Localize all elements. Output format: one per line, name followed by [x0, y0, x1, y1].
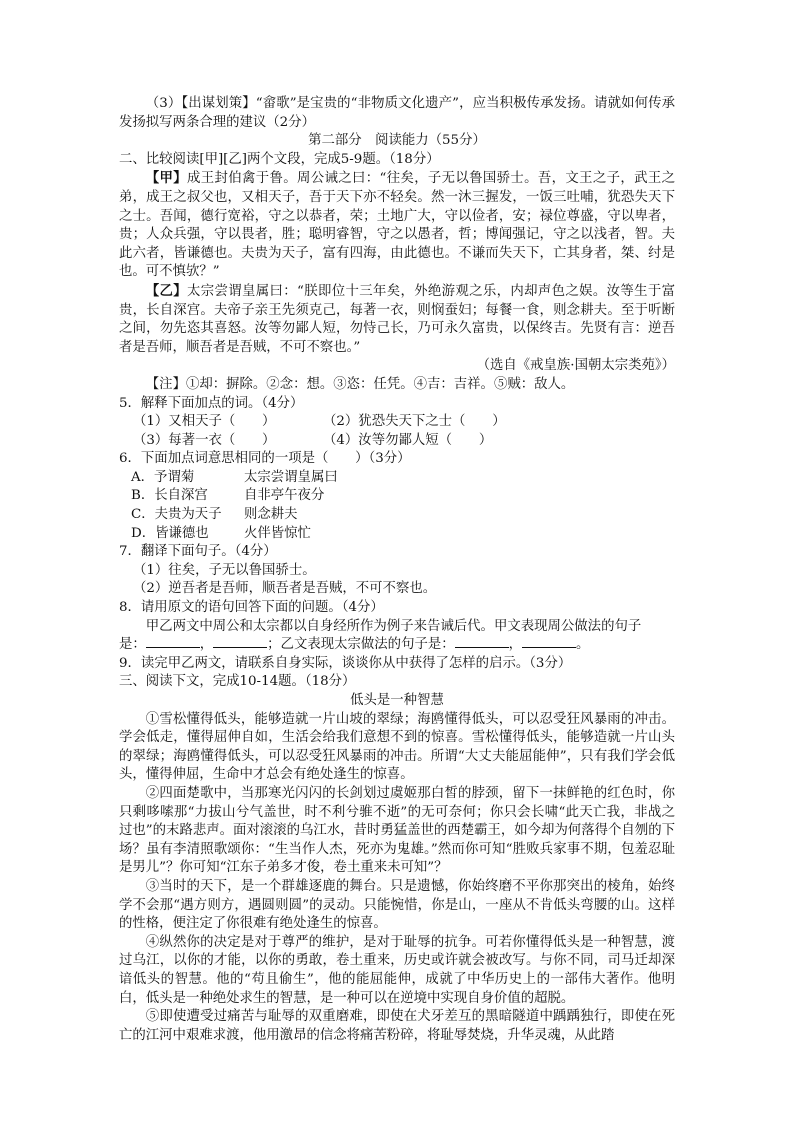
q8-text-c: ；乙文表现太宗做法的句子是：	[267, 637, 455, 653]
question-5-item: （1）又相天子（ ）	[133, 414, 276, 430]
page-content	[119, 95, 675, 1045]
q8-text-e: 。	[576, 637, 590, 653]
answer-blank[interactable]	[213, 647, 267, 648]
section-3-heading: 三、阅读下文，完成10-14题。（18分）	[119, 674, 356, 690]
option-left: B．长自深宫	[131, 488, 208, 504]
question-7-item: （1）往矣，子无以鲁国骄士。	[133, 562, 316, 578]
annotation-note	[119, 376, 675, 395]
q8-text-b: ，	[199, 637, 214, 653]
section-2-heading: 二、比较阅读[甲][乙]两个文段，完成5-9题。（18分）	[119, 151, 440, 167]
q8-text-a: 是：	[119, 637, 146, 653]
passage-jia	[119, 169, 675, 282]
essay-paragraph: ⑤即使遭受过痛苦与耻辱的双重磨难，即使在犬牙差互的黑暗隧道中踽踽独行，即使在死亡的江河中艰难求渡，他用激昂的信念将痛苦粉碎，将耻辱焚烧，升华灵魂，从此踏	[119, 1009, 675, 1043]
passage-jia-text: 成王封伯禽于鲁。周公诫之曰：“往矣，子无以鲁国骄士。吾，文王之子，武王之弟，成王之叔父也，又相天子，吾于天下亦不轻矣。然一沐三握发，一饭三吐哺，犹恐失天下之士。吾闻，德行宽裕，守之以恭者，荣；土地广大，守以俭者，安；禄位尊盛，守以卑者，贵；人众兵强，守以畏者，胜；聪明睿智，守之以愚者，哲；博闻强记，守之以浅者，智。夫此六者，皆谦德也。夫贵为天子，富有四海，由此德也。不谦而失天下，亡其身者，桀、纣是也。可不慎欤？”	[119, 171, 676, 280]
passage-yi	[119, 282, 675, 357]
question-5-item: （3）每著一衣（ ）	[133, 432, 276, 448]
note-label: 【注】	[145, 376, 186, 392]
question-6: 6．下面加点词意思相同的一项是（ ）（3分）	[119, 451, 411, 467]
option-right: 则念耕夫	[244, 507, 298, 523]
answer-blank[interactable]	[146, 647, 200, 648]
essay-paragraph: ④纵然你的决定是对于尊严的维护，是对于耻辱的抗争。可若你懂得低头是一种智慧，渡过乌江，以你的才能，以你的勇敢，卷土重来，历史或许就会被改写。与你不同，司马迁却深谙低头的智慧。他的“苟且偷生”，他的能屈能伸，成就了中华历史上的一部伟大著作。他明白，低头是一种绝处求生的智慧，是一种可以在逆境中实现自身价值的超脱。	[119, 934, 675, 1006]
passage-yi-label: 【乙】	[145, 282, 188, 299]
question-5-item: （2）犹恐失天下之士（ ）	[323, 414, 506, 430]
essay-title: 低头是一种智慧	[350, 693, 444, 708]
note-text: ①却：摒除。②念：想。③恣：任凭。④吉：吉祥。⑤贼：敌人。	[185, 376, 575, 392]
answer-blank[interactable]	[522, 647, 576, 648]
question-6-option-b	[119, 487, 675, 506]
q8-text-d: ，	[508, 637, 523, 653]
essay-paragraph: ③当时的天下，是一个群雄逐鹿的舞台。只是遗憾，你始终磨不平你那突出的棱角，始终学不会那“遇方则方，遇圆则圆”的灵动。只能惋惜，你是山，一座从不肯低头弯腰的山。这样的性格，便注定了你很难有绝处逢生的惊喜。	[119, 878, 675, 932]
question-6-option-d	[119, 525, 675, 544]
option-right: 太宗尝谓皇属曰	[244, 469, 338, 485]
essay-paragraph: ②四面楚歌中，当那寒光闪闪的长剑划过虞姬那白皙的脖颈，留下一抹鲜艳的红色时，你只剩哆嗦那“力拔山兮气盖世，时不利兮骓不逝”的无可奈何；你只会长啸“此天亡我，非战之过也”的末路悲声。面对滚滚的乌江水，昔时勇猛盖世的西楚霸王，如今却为何落得个自刎的下场？虽有李清照歌颂你：“生当作人杰，死亦为鬼雄。”然而你可知“胜败兵家事不期，包羞忍耻是男儿”？你可知“江东子弟多才俊，卷土重来未可知”？	[119, 785, 675, 876]
passage-yi-text: 太宗尝谓皇属曰：“朕即位十三年矣，外绝游观之乐，内却声色之娱。汝等生于富贵，长自深宫。夫帝子亲王先须克己，每著一衣，则悯蚕妇；每餐一食，则念耕夫。至于听断之间，勿先恣其喜怒。汝等勿鄙人短，勿恃己长，乃可永久富贵，以保终吉。先贤有言：逆吾者是吾师，顺吾者是吾贼，不可不察也。”	[119, 283, 676, 355]
passage-jia-label: 【甲】	[145, 170, 188, 187]
question-7-item: （2）逆吾者是吾师，顺吾者是吾贼，不可不察也。	[133, 581, 437, 597]
question-5: 5．解释下面加点的词。（4分）	[119, 395, 304, 411]
answer-blank[interactable]	[455, 647, 509, 648]
question-6-option-a	[119, 469, 675, 488]
question-8-prompt: 甲乙两文中周公和太宗都以自身经所作为例子来告诫后代。甲文表现周公做法的句子	[145, 618, 642, 634]
question-6-option-c	[119, 506, 675, 525]
option-right: 自非亭午夜分	[244, 488, 325, 504]
question-9: 9．读完甲乙两文，请联系自身实际，谈谈你从中获得了怎样的启示。（3分）	[119, 655, 572, 671]
question-8-answer-line	[119, 636, 675, 655]
part-2-title: 第二部分 阅读能力（55分）	[308, 133, 486, 149]
question-3: （3）【出谋划策】“畲歌”是宝贵的“非物质文化遗产”，应当积极传承发扬。请就如何传承发扬拟写两条合理的建议（2分）	[119, 96, 675, 130]
option-left: A．予谓菊	[131, 469, 195, 485]
question-5-item: （4）汝等勿鄙人短（ ）	[323, 432, 493, 448]
question-8: 8．请用原文的语句回答下面的问题。（4分）	[119, 600, 384, 616]
question-7: 7．翻译下面句子。（4分）	[119, 544, 277, 560]
question-5-row-1	[119, 413, 675, 432]
option-left: C．夫贵为天子	[131, 507, 222, 523]
question-5-row-2	[119, 432, 675, 451]
option-left: D．皆谦德也	[131, 525, 209, 541]
essay-paragraph: ①雪松懂得低头，能够造就一片山坡的翠绿；海鸥懂得低头，可以忍受狂风暴雨的冲击。学会低走，懂得屈伸自如，生活会给我们意想不到的惊喜。雪松懂得低头，能够造就一片山头的翠绿；海鸥懂得低头，可以忍受狂风暴雨的冲击。所谓“大丈夫能屈能伸”，只有我们学会低头，懂得伸屈，生命中才总会有绝处逢生的惊喜。	[119, 711, 675, 783]
passage-source: （选自《戒皇族·国朝太宗类苑》）	[476, 358, 675, 374]
option-right: 火伴皆惊忙	[244, 525, 311, 541]
